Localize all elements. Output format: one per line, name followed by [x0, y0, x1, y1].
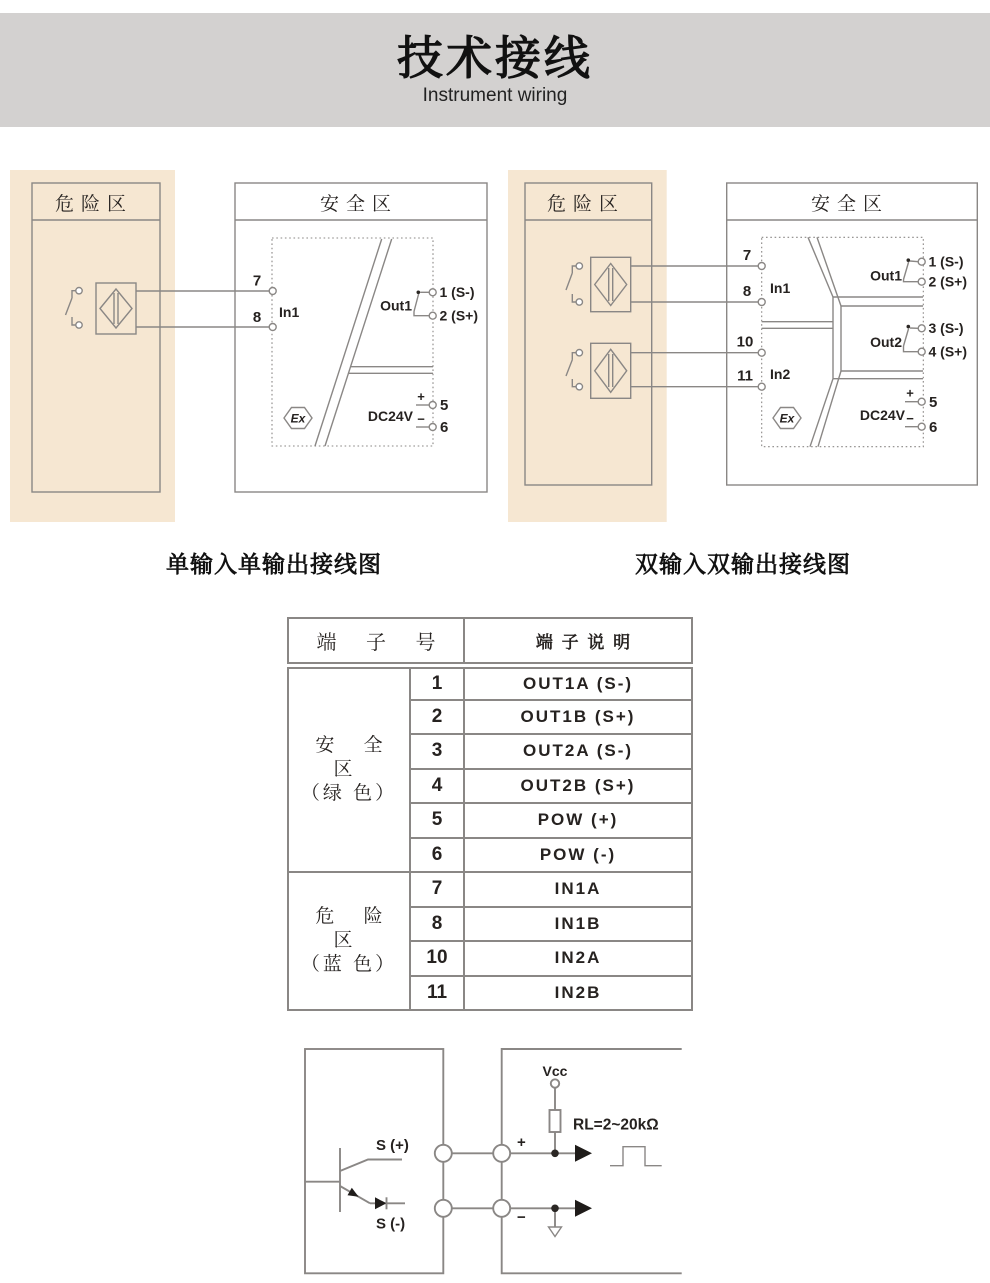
load-side-box [502, 1049, 682, 1273]
terminal-circle [493, 1145, 510, 1162]
single-io-caption: 单输入单输出接线图 [166, 551, 382, 577]
col-header-terminal-desc: 端 子 说 明 [464, 618, 692, 665]
terminal-num: 11 [410, 976, 464, 1011]
page-subtitle: Instrument wiring [422, 85, 568, 107]
terminal-10-label: 10 [736, 333, 754, 351]
terminal-8-label: 8 [252, 309, 262, 326]
dual-io-caption: 双输入双输出接线图 [635, 551, 851, 577]
in1-label: In1 [279, 304, 300, 320]
diode-icon [375, 1197, 387, 1209]
safe-zone-title: 安全区 [810, 194, 890, 215]
terminal-4-label: 4 (S+) [928, 343, 968, 360]
hazard-zone-background [10, 170, 175, 522]
terminal-circle [435, 1200, 452, 1217]
in2-label: In2 [770, 366, 791, 382]
terminal-num: 3 [410, 734, 464, 769]
zone-safe-line2: （绿 色） [300, 782, 398, 804]
terminal-5-label: 5 [440, 397, 449, 414]
terminal-5-circle [918, 398, 925, 405]
terminal-desc: OUT1A (S-) [464, 665, 692, 700]
single-io-wiring-diagram [0, 160, 500, 540]
ex-certification-icon [284, 408, 312, 429]
terminal-11-circle [758, 383, 765, 390]
terminal-2-circle [918, 278, 925, 285]
out2-label: Out2 [870, 334, 902, 350]
terminal-table [287, 617, 693, 1011]
terminal-num: 2 [410, 700, 464, 735]
header-banner [0, 13, 990, 127]
power-plus-sign: + [417, 389, 425, 404]
terminal-num: 6 [410, 838, 464, 873]
vcc-label: Vcc [542, 1063, 568, 1079]
terminal-6-circle [429, 424, 436, 431]
table-row [288, 665, 692, 700]
terminal-6-label: 6 [440, 419, 449, 436]
pulse-waveform-icon [610, 1147, 662, 1166]
output-arrow-icon [575, 1145, 592, 1162]
zone-cell-safe [288, 665, 410, 872]
load-resistance-label: RL=2~20kΩ [573, 1116, 659, 1134]
terminal-num: 10 [410, 941, 464, 976]
out1-label: Out1 [870, 267, 902, 284]
table-row [288, 872, 692, 907]
out1-label: Out1 [380, 297, 412, 314]
plus-sign: + [517, 1134, 526, 1151]
terminal-circle [493, 1200, 510, 1217]
table-header-row [288, 618, 692, 665]
terminal-7-label: 7 [252, 272, 262, 290]
danger-zone-title: 危险区 [546, 194, 626, 215]
terminal-desc: OUT1B (S+) [464, 700, 692, 735]
terminal-num: 8 [410, 907, 464, 942]
terminal-desc: OUT2A (S-) [464, 734, 692, 769]
terminal-2-label: 2 (S+) [439, 307, 479, 324]
terminal-num: 5 [410, 803, 464, 838]
svg-text:Ex: Ex [779, 411, 795, 426]
terminal-1-label: 1 (S-) [439, 284, 475, 300]
minus-sign: − [517, 1209, 526, 1226]
terminal-7-label: 7 [742, 247, 752, 264]
dual-io-wiring-diagram [500, 160, 990, 540]
out2-relay-contact [904, 325, 919, 352]
out1-relay-contact [904, 258, 919, 281]
terminal-desc: IN2B [464, 976, 692, 1011]
page-title: 技术接线 [397, 31, 593, 84]
junction-dot [551, 1205, 559, 1213]
terminal-6-circle [918, 423, 925, 430]
terminal-7-circle [269, 288, 276, 295]
in1-label: In1 [770, 280, 791, 296]
terminal-num: 7 [410, 872, 464, 907]
terminal-num: 4 [410, 769, 464, 804]
terminal-5-circle [429, 402, 436, 409]
zone-safe-line1: 安 全 区 [315, 735, 395, 780]
terminal-desc: IN1B [464, 907, 692, 942]
safe-zone-title: 安全区 [319, 194, 399, 215]
signal-minus-label: S (-) [376, 1215, 406, 1233]
terminal-3-circle [918, 325, 925, 332]
terminal-8-circle [269, 324, 276, 331]
terminal-5-label: 5 [929, 394, 938, 411]
power-minus-sign: − [906, 411, 914, 426]
terminal-11-label: 11 [737, 367, 753, 385]
terminal-num: 1 [410, 665, 464, 700]
ground-icon [549, 1212, 562, 1237]
terminal-desc: IN2A [464, 941, 692, 976]
terminal-4-circle [918, 348, 925, 355]
terminal-1-circle [429, 289, 436, 296]
terminal-1-circle [918, 258, 925, 265]
terminal-2-label: 2 (S+) [928, 273, 968, 290]
terminal-8-circle [758, 299, 765, 306]
terminal-desc: OUT2B (S+) [464, 769, 692, 804]
terminal-6-label: 6 [929, 419, 938, 436]
terminal-circle [435, 1145, 452, 1162]
dc24v-label: DC24V [367, 408, 413, 424]
pullup-resistor-icon [550, 1079, 561, 1153]
col-header-terminal-no: 端 子 号 [288, 618, 464, 665]
zone-danger-line2: （蓝 色） [300, 953, 398, 975]
terminal-3-label: 3 (S-) [928, 320, 964, 336]
hazard-zone-background [508, 170, 667, 522]
ex-certification-icon [773, 408, 801, 429]
terminal-desc: IN1A [464, 872, 692, 907]
dc24v-label: DC24V [859, 407, 905, 423]
zone-cell-danger [288, 872, 410, 1010]
terminal-1-label: 1 (S-) [928, 253, 964, 270]
out1-relay-contact [414, 291, 429, 316]
output-circuit-schematic [280, 1040, 710, 1283]
output-arrow-icon [575, 1200, 592, 1217]
terminal-2-circle [429, 312, 436, 319]
transistor-icon [305, 1148, 405, 1212]
terminal-desc: POW (+) [464, 803, 692, 838]
sensor-side-box [305, 1049, 443, 1273]
power-plus-sign: + [906, 385, 914, 401]
power-minus-sign: − [417, 411, 425, 427]
danger-zone-title: 危险区 [54, 194, 134, 215]
junction-dot [551, 1150, 559, 1158]
zone-danger-line1: 危 险 区 [315, 906, 395, 952]
terminal-10-circle [758, 349, 765, 356]
svg-text:Ex: Ex [290, 411, 306, 426]
terminal-8-label: 8 [742, 283, 752, 300]
signal-plus-label: S (+) [376, 1137, 409, 1154]
terminal-7-circle [758, 263, 765, 270]
terminal-desc: POW (-) [464, 838, 692, 873]
